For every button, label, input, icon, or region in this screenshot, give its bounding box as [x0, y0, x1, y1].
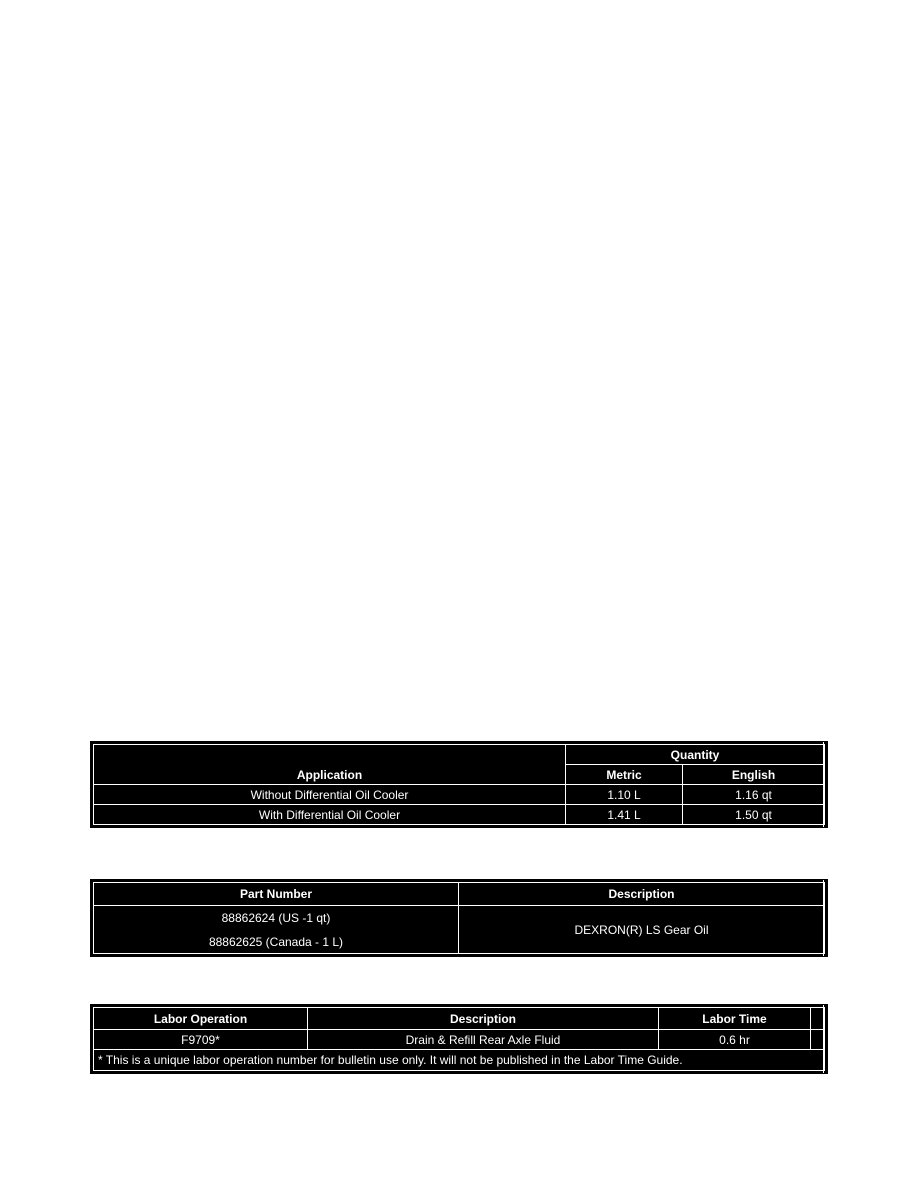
labor-table — [90, 1004, 828, 1074]
header-labor-time: Labor Time — [659, 1008, 811, 1030]
english-cell: 1.50 qt — [683, 805, 825, 825]
blank-cell — [811, 1030, 825, 1050]
part-number-cell — [94, 906, 459, 954]
english-cell: 1.16 qt — [683, 785, 825, 805]
part-number-canada: 88862625 (Canada - 1 L) — [208, 934, 344, 949]
metric-cell: 1.10 L — [566, 785, 683, 805]
metric-cell: 1.41 L — [566, 805, 683, 825]
header-description: Description — [308, 1008, 659, 1030]
header-metric: Metric — [566, 765, 683, 785]
description-cell: DEXRON(R) LS Gear Oil — [459, 906, 825, 954]
blank-cell — [811, 1008, 825, 1030]
description-cell: Drain & Refill Rear Axle Fluid — [308, 1030, 659, 1050]
table-row — [94, 906, 825, 954]
header-part-number: Part Number — [94, 883, 459, 906]
header-labor-operation: Labor Operation — [94, 1008, 308, 1030]
table-row — [94, 1030, 825, 1050]
footnote: * This is a unique labor operation number for bulletin use only. It will not be published in the Labor Time Guide. — [94, 1050, 825, 1071]
table-row — [94, 805, 825, 825]
header-application: Application — [94, 745, 566, 785]
labor-time-cell: 0.6 hr — [659, 1030, 811, 1050]
footnote-row — [94, 1050, 825, 1071]
header-description: Description — [459, 883, 825, 906]
parts-table — [90, 879, 828, 957]
header-quantity: Quantity — [566, 745, 825, 765]
fluid-capacity-table — [90, 741, 828, 828]
table-row — [94, 785, 825, 805]
labor-operation-cell: F9709* — [94, 1030, 308, 1050]
header-english: English — [683, 765, 825, 785]
part-number-us: 88862624 (US -1 qt) — [221, 910, 331, 925]
application-cell: With Differential Oil Cooler — [94, 805, 566, 825]
application-cell: Without Differential Oil Cooler — [94, 785, 566, 805]
